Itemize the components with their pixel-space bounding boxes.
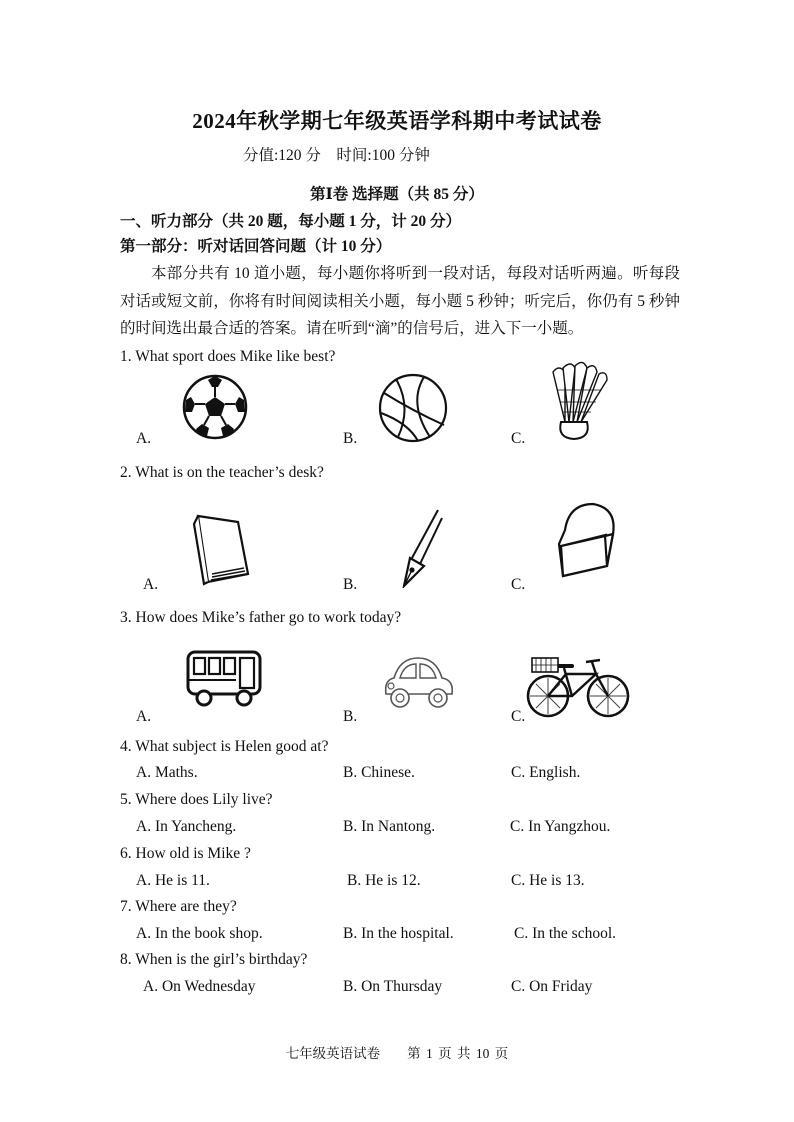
book-icon [190,512,254,586]
q6-option-b[interactable]: B. He is 12. [347,872,421,889]
score-time-line: 分值:120 分 时间:100 分钟 [243,147,430,164]
q6-option-a[interactable]: A. He is 11. [136,872,210,889]
q4-option-b[interactable]: B. Chinese. [343,764,415,781]
sub-heading: 第一部分：听对话回答问题（计 10 分） [120,238,392,255]
q4-option-c[interactable]: C. English. [511,764,581,781]
car-icon [380,650,458,716]
q1-option-b[interactable]: B. [343,430,358,447]
q7-option-a[interactable]: A. In the book shop. [136,925,263,942]
bicycle-icon [526,654,630,720]
pen-icon [394,508,444,588]
q2-option-c[interactable]: C. [511,576,526,593]
question-1: 1. What sport does Mike like best? [120,348,336,365]
q2-option-a[interactable]: A. [143,576,159,593]
q4-option-a[interactable]: A. Maths. [136,764,198,781]
shuttlecock-icon [551,360,613,442]
question-5: 5. Where does Lily live? [120,791,273,808]
q5-option-b[interactable]: B. In Nantong. [343,818,436,835]
q1-option-a[interactable]: A. [136,430,152,447]
basketball-icon [378,373,448,443]
q6-option-c[interactable]: C. He is 13. [511,872,585,889]
question-6: 6. How old is Mike ? [120,845,251,862]
question-3: 3. How does Mike’s father go to work today? [120,609,402,626]
question-2: 2. What is on the teacher’s desk? [120,464,324,481]
q3-option-a[interactable]: A. [136,708,152,725]
q2-option-b[interactable]: B. [343,576,358,593]
q3-option-c[interactable]: C. [511,708,526,725]
section-title: 第Ⅰ卷 选择题（共 85 分） [310,186,484,203]
q5-option-c[interactable]: C. In Yangzhou. [510,818,611,835]
soccer-ball-icon [182,374,248,440]
question-7: 7. Where are they? [120,898,237,915]
q7-option-b[interactable]: B. In the hospital. [343,925,454,942]
q5-option-a[interactable]: A. In Yancheng. [136,818,237,835]
q3-option-b[interactable]: B. [343,708,358,725]
page-footer: 七年级英语试卷 第 1 页 共 10 页 [285,1046,509,1061]
part-heading: 一、听力部分（共 20 题，每小题 1 分，计 20 分） [120,213,462,230]
question-8: 8. When is the girl’s birthday? [120,951,308,968]
question-4: 4. What subject is Helen good at? [120,738,329,755]
bus-icon [186,648,264,708]
page-title: 2024年秋学期七年级英语学科期中考试试卷 [192,109,602,133]
q8-option-c[interactable]: C. On Friday [511,978,593,995]
q8-option-a[interactable]: A. On Wednesday [143,978,256,995]
q8-option-b[interactable]: B. On Thursday [343,978,443,995]
q1-option-c[interactable]: C. [511,430,526,447]
eraser-icon [555,500,621,584]
instructions-paragraph: 本部分共有 10 道小题，每小题你将听到一段对话，每段对话听两遍。听每段对话或短文前，你将有时间阅读相关小题，每小题 5 秒钟；听完后，你仍有 5 秒钟的时间选出最合适的答案。请在听到“滴”的信号后，进入下一小题。 [120,265,680,337]
q7-option-c[interactable]: C. In the school. [514,925,617,942]
